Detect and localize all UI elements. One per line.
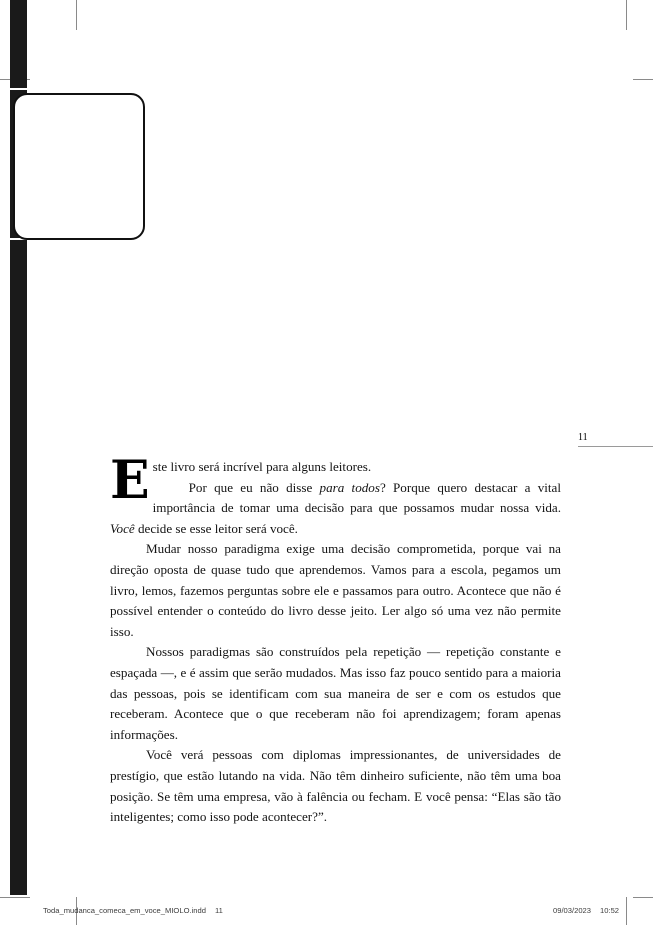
slug-date: 09/03/2023 (553, 906, 592, 915)
paragraph-1-segment-a: Por que eu não disse (188, 479, 320, 495)
body-text-column (110, 450, 561, 828)
page-number: 11 (578, 432, 588, 443)
paragraph-1-emphasis-voce: Você (110, 520, 135, 536)
crop-mark-bottom-left-horizontal (0, 897, 30, 898)
paragraph-4: Você verá pessoas com diplomas impressionantes, de universidades de prestígio, que estão lutando na vida. Não têm dinheiro suficiente, não têm uma boa posição. Se têm uma empresa, vão à falência ou fecham. E você pensa: “Elas são tão inteligentes; como isso pode acontecer?”. (110, 747, 561, 825)
slug-page-number: 11 (214, 906, 223, 915)
spine-seam-upper (10, 88, 27, 90)
crop-mark-top-right-horizontal (633, 79, 653, 80)
slug-filename: Toda_mudanca_comeca_em_voce_MIOLO.indd (43, 906, 206, 915)
paragraph-1-segment-b: ? Porque quero destacar a vital importância de tomar uma decisão para que possamos mudar nossa vida. (152, 479, 561, 516)
paragraph-3: Nossos paradigmas são construídos pela repetição — repetição constante e espaçada —, e é assim que serão mudados. Mas isso faz pouco sentido para a maioria das pessoas, pois se identificam com sua maneira de ser e com os estudos que receberam. Acontece que o que receberam não foi aprendizagem; foram apenas informações. (110, 644, 561, 742)
paragraph-1 (110, 450, 561, 539)
folio-rule (578, 446, 653, 447)
rounded-card-outline (13, 93, 145, 240)
folio (578, 432, 653, 447)
crop-mark-top-left-vertical (76, 0, 77, 30)
crop-mark-bottom-right-horizontal (633, 897, 653, 898)
slug-right (553, 906, 619, 915)
paragraph-1-closing: decide se esse leitor será você. (134, 520, 298, 536)
paragraph-2: Mudar nosso paradigma exige uma decisão comprometida, porque vai na direção oposta de quase tudo que aprendemos. Vamos para a escola, pegamos um livro, lemos, fazemos perguntas sobre ele e passamos para outro. Acontece que não é possível entender o conteúdo do livro desse jeito. Ler algo só uma vez não permite isso. (110, 541, 561, 639)
slug-time: 10:52 (600, 906, 620, 915)
crop-mark-top-right-vertical (626, 0, 627, 30)
crop-mark-bottom-right-vertical (626, 897, 627, 925)
paragraph-1-emphasis-para-todos: para todos (319, 479, 380, 495)
slug-left (43, 906, 223, 915)
paragraph-1-opening: ste livro será incrível para alguns leitores. (152, 459, 372, 474)
drop-cap-letter: E (110, 450, 150, 511)
